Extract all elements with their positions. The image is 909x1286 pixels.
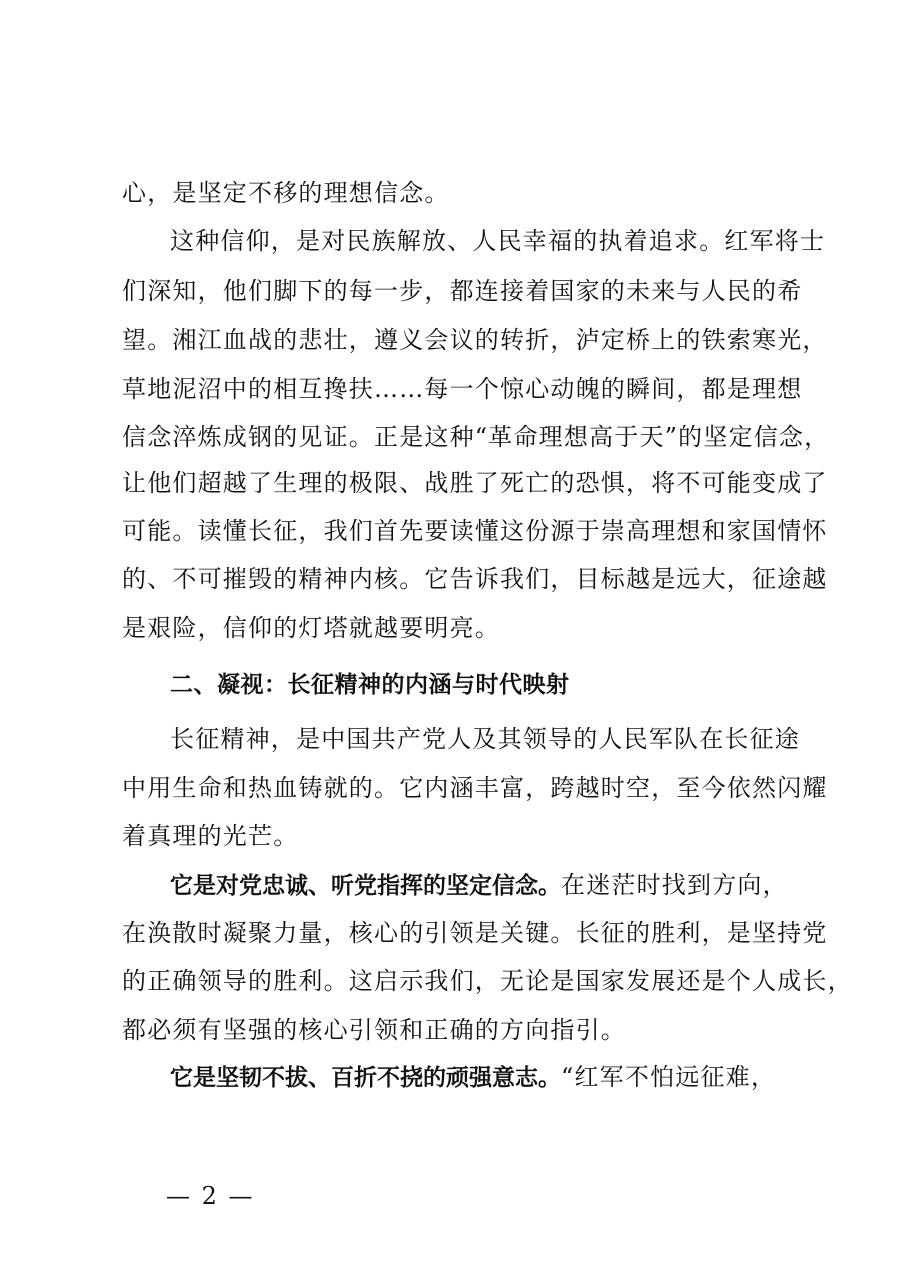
paragraph-line: 望。湘江血战的悲壮，遵义会议的转折，泸定桥上的铁索寒光，: [122, 326, 828, 354]
section-heading: 二、凝视：长征精神的内涵与时代映射: [170, 672, 570, 698]
bold-lead-phrase: 它是对党忠诚、听党指挥的坚定信念。: [170, 873, 561, 899]
paragraph-line: [170, 1062, 812, 1093]
paragraph-line: 让他们超越了生理的极限、战胜了死亡的恐惧，将不可能变成了: [122, 469, 828, 497]
paragraph-line: 是艰险，信仰的灯塔就越要明亮。: [122, 614, 500, 642]
paragraph-line: 长征精神，是中国共产党人及其领导的人民军队在长征途: [170, 725, 800, 753]
bold-lead-phrase: 它是坚韧不拔、百折不挠的顽强意志。: [170, 1065, 561, 1091]
paragraph-line: 在涣散时凝聚力量，核心的引领是关键。长征的胜利，是坚持党: [122, 919, 828, 947]
paragraph-line: 们深知，他们脚下的每一步，都连接着国家的未来与人民的希: [122, 277, 803, 305]
paragraph-line: 可能。读懂长征，我们首先要读懂这份源于崇高理想和家国情怀: [122, 517, 828, 545]
paragraph-line: [170, 870, 812, 901]
paragraph-line: 心，是坚定不移的理想信念。: [122, 179, 450, 207]
paragraph-line: 这种信仰，是对民族解放、人民幸福的执着追求。红军将士: [170, 227, 826, 255]
paragraph-line: 信念淬炼成钢的见证。正是这种“革命理想高于天”的坚定信念，: [122, 423, 830, 451]
page-number: — 2 —: [166, 1182, 255, 1210]
paragraph-line: 的正确领导的胜利。这启示我们，无论是国家发展还是个人成长，: [122, 967, 853, 995]
paragraph-line: 草地泥沼中的相互搀扶……每一个惊心动魄的瞬间，都是理想: [122, 375, 803, 403]
paragraph-text: 在迷茫时找到方向，: [561, 871, 788, 899]
paragraph-line: 都必须有坚强的核心引领和正确的方向指引。: [122, 1016, 626, 1044]
paragraph-line: 的、不可摧毁的精神内核。它告诉我们，目标越是远大，征途越: [122, 565, 828, 593]
paragraph-line: 着真理的光芒。: [122, 822, 299, 850]
paragraph-text: “红军不怕远征难，: [561, 1063, 777, 1091]
paragraph-line: 中用生命和热血铸就的。它内涵丰富，跨越时空，至今依然闪耀: [122, 774, 828, 802]
